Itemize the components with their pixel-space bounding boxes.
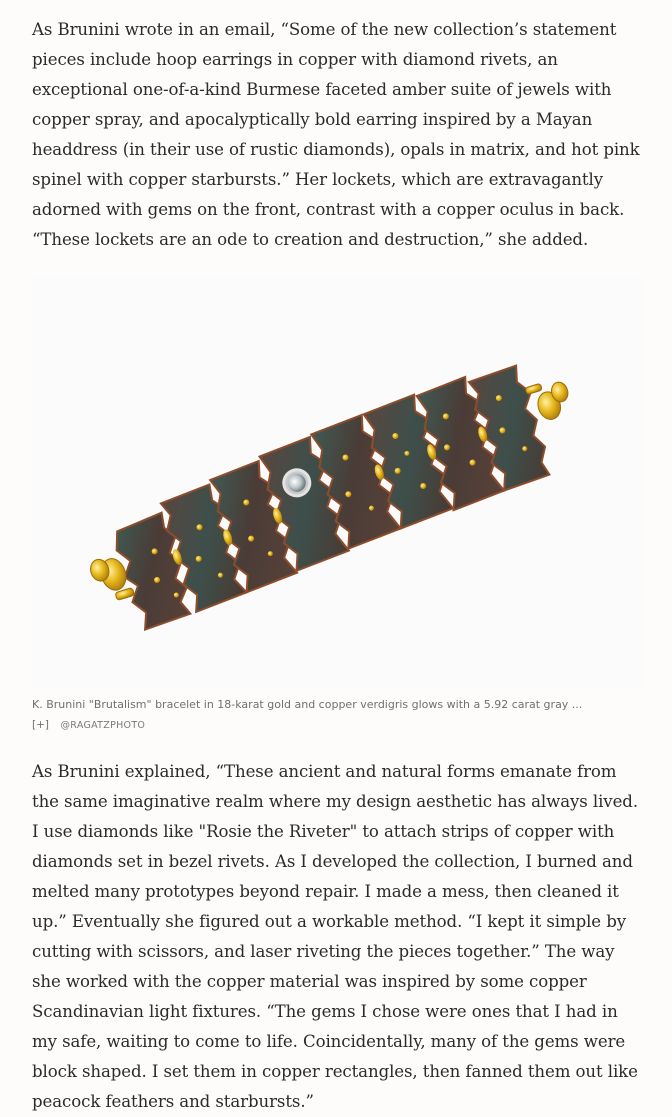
bracelet-photo[interactable] <box>32 275 642 687</box>
caption-text: K. Brunini "Brutalism" bracelet in 18-karat gold and copper verdigris glows with a 5.92 carat gray ... <box>32 698 583 711</box>
article-paragraph: As Brunini wrote in an email, “Some of the new collection’s statement pieces include hoop earrings in copper with diamond rivets, an exceptional one-of-a-kind Burmese faceted amber suite of jewels with copper spray, and apocalyptically bold earring inspired by a Mayan headdress (in their use of rustic diamonds), opals in matrix, and hot pink spinel with copper starbursts.” Her lockets, which are extravagantly adorned with gems on the front, contrast with a copper oculus in back. “These lockets are an ode to creation and destruction,” she added. <box>32 20 640 249</box>
bracelet-illustration <box>32 275 642 687</box>
expand-caption-button[interactable]: [+] <box>32 719 49 731</box>
figure-caption <box>32 697 642 734</box>
article-paragraph: As Brunini explained, “These ancient and natural forms emanate from the same imaginative realm where my design aesthetic has always lived. I use diamonds like "Rosie the Riveter" to attach strips of copper with diamonds set in bezel rivets. As I developed the collection, I burned and melted many prototypes beyond repair. I made a mess, then cleaned it up.” Eventually she figured out a workable method. “I kept it simple by cutting with scissors, and laser riveting the pieces together.” The way she worked with the copper material was inspired by some copper Scandinavian light fixtures. “The gems I chose were ones that I had in my safe, waiting to come to life. Coincidentally, many of the gems were block shaped. I set them in copper rectangles, then fanned them out like peacock feathers and starbursts.” <box>32 762 638 1111</box>
photo-credit: @RAGATZPHOTO <box>60 720 146 731</box>
caption-meta <box>32 717 642 734</box>
